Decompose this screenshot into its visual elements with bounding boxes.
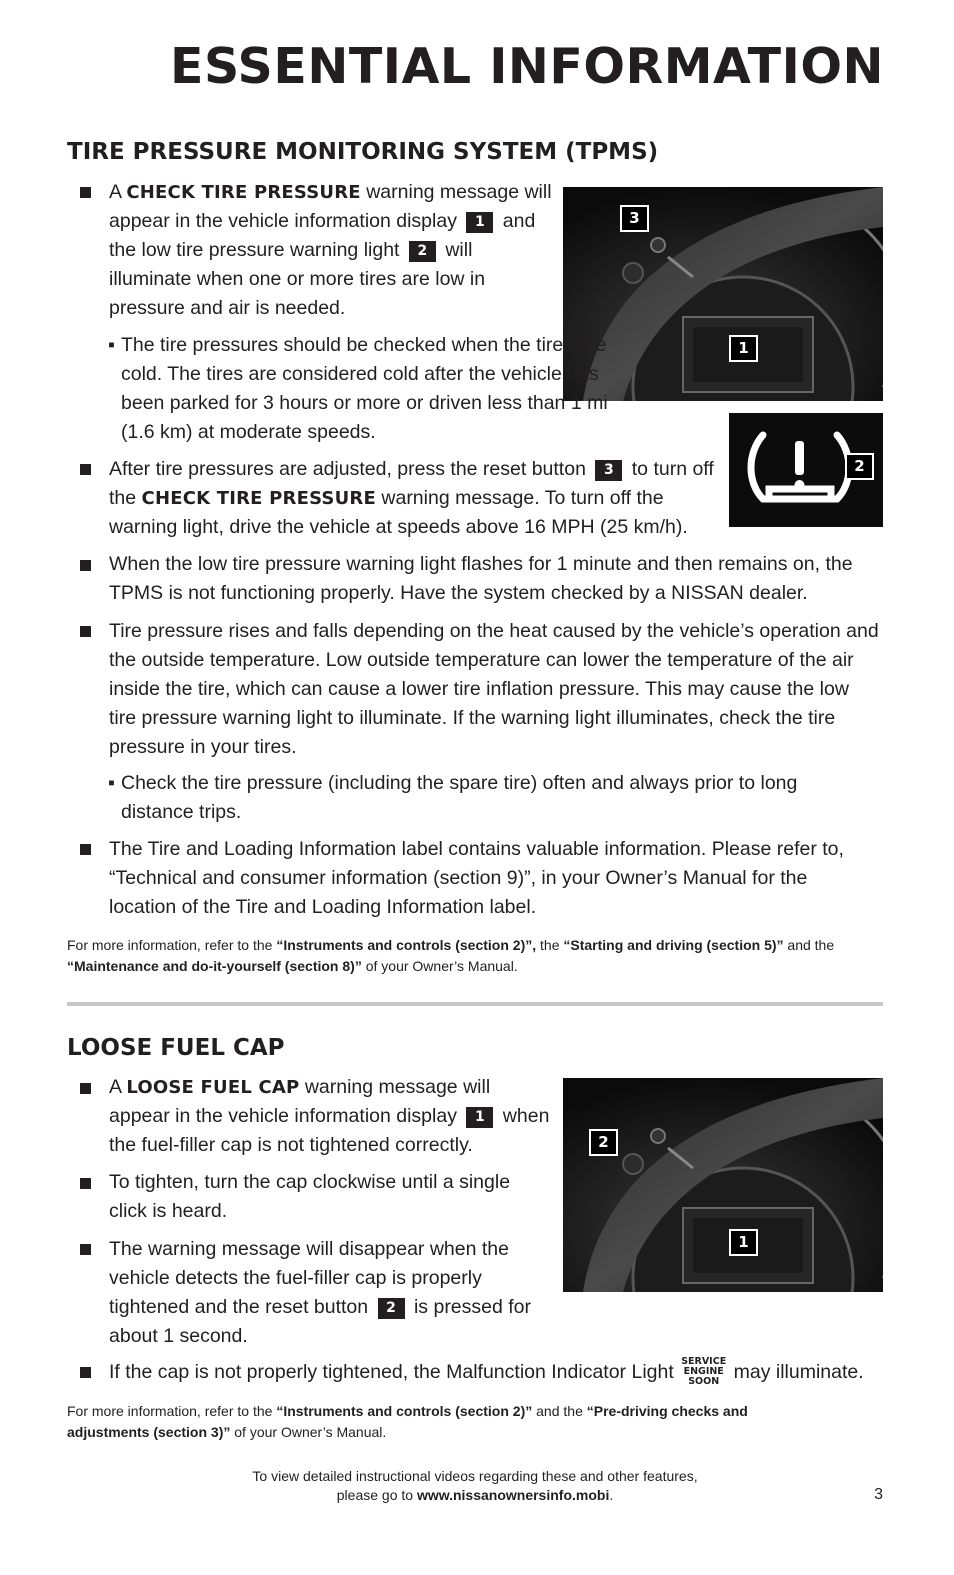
text: will illuminate when one or more tires are low in pressure and air is needed. — [109, 239, 486, 319]
ses-line: ENGINE — [683, 1366, 724, 1377]
loose-fuel-cap-label: LOOSE FUEL CAP — [126, 1077, 300, 1098]
fuel-cap-dashboard-photo — [563, 1078, 883, 1292]
bullet-icon — [80, 560, 91, 571]
reference-link: “Instruments and controls (section 2)” — [276, 1403, 533, 1419]
check-tire-pressure-label: CHECK TIRE PRESSURE — [126, 182, 361, 203]
text: to turn off the — [109, 458, 714, 509]
bullet-icon — [80, 187, 91, 198]
section-divider — [67, 1002, 883, 1006]
tpms-subitem-2 — [108, 769, 841, 827]
callout-badge-3: 3 — [620, 205, 649, 232]
text: warning message will appear in the vehicle information display — [109, 1076, 491, 1127]
fuel-item-4 — [109, 1357, 899, 1387]
callout-badge-1: 1 — [729, 1229, 758, 1256]
bullet-icon — [80, 1244, 91, 1255]
bullet-icon — [80, 844, 91, 855]
tpms-reference-note — [67, 935, 887, 977]
tpms-item-2 — [109, 455, 724, 542]
text: . — [609, 1487, 614, 1503]
text: when the fuel-filler cap is not tightened correctly. — [109, 1105, 550, 1156]
service-engine-soon-icon — [681, 1357, 726, 1387]
fuel-item-2: To tighten, turn the cap clockwise until a single click is heard. — [109, 1171, 511, 1222]
bullet-icon — [80, 1178, 91, 1189]
callout-badge-1: 1 — [466, 212, 493, 233]
text: For more information, refer to the — [67, 937, 277, 953]
footer-line-1: To view detailed instructional videos regarding these and other features, — [252, 1468, 698, 1484]
tpms-item-1 — [109, 178, 557, 323]
tpms-dashboard-photo — [563, 187, 883, 401]
text: warning message. To turn off the warning light, drive the vehicle at speeds above 16 MPH (25 km/h). — [109, 487, 688, 538]
callout-badge-1: 1 — [466, 1107, 493, 1128]
bullet-icon — [80, 1083, 91, 1094]
callout-badge-3: 3 — [595, 460, 622, 481]
bullet-icon — [80, 1367, 91, 1378]
text: is pressed for about 1 second. — [109, 1296, 532, 1347]
fuel-item-3 — [109, 1235, 549, 1351]
text: The tire pressures should be checked when the tires are cold. The tires are considered cold after the vehicle has been parked for 3 hours or more or driven less than 1 mi (1.6 km) at moderate speeds. — [121, 334, 608, 443]
text: A — [109, 181, 127, 203]
text: A — [109, 1076, 127, 1098]
section-title-fuel-cap: LOOSE FUEL CAP — [67, 1035, 285, 1061]
callout-badge-2: 2 — [845, 453, 874, 480]
fuel-item-1 — [109, 1073, 554, 1160]
ses-line: SOON — [688, 1376, 720, 1387]
tpms-item-3: When the low tire pressure warning light flashes for 1 minute and then remains on, the TPMS is not functioning properly. Have the system checked by a NISSAN dealer. — [109, 553, 853, 604]
reference-link: “Starting and driving (section 5)” — [563, 937, 784, 953]
check-tire-pressure-label: CHECK TIRE PRESSURE — [141, 488, 376, 509]
section-title-tpms: TIRE PRESSURE MONITORING SYSTEM (TPMS) — [67, 139, 659, 165]
bullet-icon — [80, 626, 91, 637]
reference-link: “Instruments and controls (section 2)”, — [276, 937, 537, 953]
fuel-reference-note — [67, 1401, 827, 1443]
tpms-warning-light-panel — [729, 413, 883, 527]
ses-line: SERVICE — [681, 1356, 727, 1367]
callout-badge-1: 1 — [729, 335, 758, 362]
text: and the low tire pressure warning light — [109, 210, 536, 261]
callout-badge-2: 2 — [378, 1298, 405, 1319]
text: and the — [783, 937, 835, 953]
page-number: 3 — [874, 1486, 883, 1503]
text: The warning message will disappear when the vehicle detects the fuel-filler cap is properly tightened and the reset button — [109, 1238, 509, 1318]
text: of your Owner’s Manual. — [230, 1424, 387, 1440]
page-title: ESSENTIAL INFORMATION — [170, 38, 884, 95]
tpms-item-4: Tire pressure rises and falls depending on the heat caused by the vehicle’s operation and the outside temperature. Low outside temperature can lower the temperature of the air inside the tire, which can cause a lower tire inflation pressure. This may cause the low tire pressure warning light to illuminate. If the warning light illuminates, check the tire pressure in your tires. — [109, 620, 879, 758]
website-link[interactable]: www.nissanownersinfo.mobi — [416, 1487, 610, 1503]
footer-note — [160, 1467, 790, 1505]
tpms-subitem-1 — [108, 331, 611, 447]
text: If the cap is not properly tightened, the Malfunction Indicator Light — [109, 1361, 674, 1383]
callout-badge-2: 2 — [409, 241, 436, 262]
bullet-icon — [80, 464, 91, 475]
text: please go to — [336, 1487, 417, 1503]
text: warning message will appear in the vehicle information display — [109, 181, 552, 232]
sub-bullet-icon: ▪ — [108, 772, 115, 794]
sub-bullet-icon: ▪ — [108, 334, 115, 356]
reference-link: “Pre-driving checks and adjustments (section 3)” — [67, 1403, 748, 1440]
text: Check the tire pressure (including the spare tire) often and always prior to long distance trips. — [121, 772, 798, 823]
text: For more information, refer to the — [67, 1403, 277, 1419]
reference-link: “Maintenance and do-it-yourself (section 8)” — [67, 958, 362, 974]
text: and the — [532, 1403, 587, 1419]
text: After tire pressures are adjusted, press the reset button — [109, 458, 586, 480]
callout-badge-2: 2 — [589, 1129, 618, 1156]
text: of your Owner’s Manual. — [361, 958, 518, 974]
text: may illuminate. — [733, 1361, 864, 1383]
text: the — [536, 937, 564, 953]
tpms-item-5: The Tire and Loading Information label contains valuable information. Please refer to, “Technical and consumer information (section 9)”, in your Owner’s Manual for the location of the Tire and Loading Information label. — [109, 838, 844, 918]
